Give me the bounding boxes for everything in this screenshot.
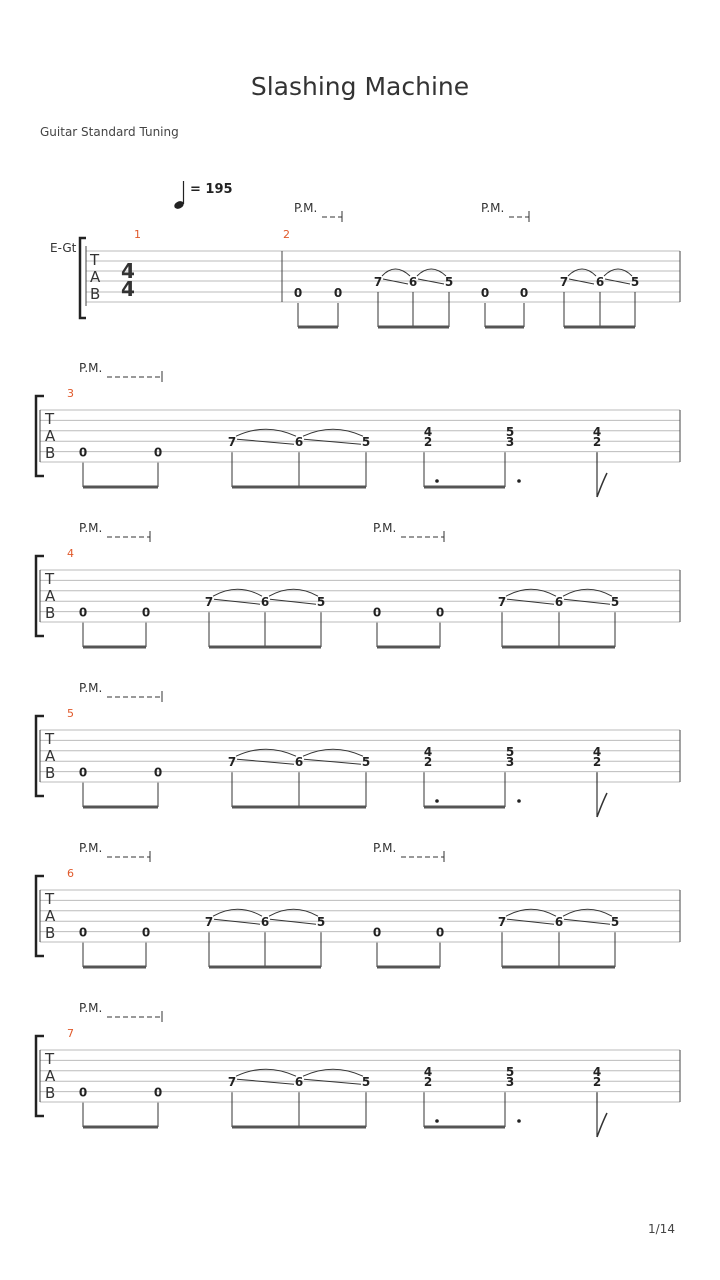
fret-number: 7 xyxy=(204,595,214,610)
slur xyxy=(303,1069,363,1076)
measure-number: 5 xyxy=(67,707,74,720)
measure-number: 3 xyxy=(67,387,74,400)
fret-number: 5 xyxy=(361,1075,371,1090)
fret-number: 5 xyxy=(316,915,326,930)
palm-mute-label: P.M. xyxy=(79,841,103,855)
slur xyxy=(213,909,262,916)
system-5 xyxy=(36,841,680,967)
tab-letter-b: B xyxy=(45,604,56,622)
palm-mute-label: P.M. xyxy=(481,201,505,215)
fret-number: 5 xyxy=(630,275,640,289)
fret-number: 0 xyxy=(78,445,88,460)
fret-number: 3 xyxy=(505,1075,515,1090)
tab-letter-a: A xyxy=(45,427,56,445)
fret-number: 0 xyxy=(333,286,343,300)
measure-number: 4 xyxy=(67,547,74,560)
fret-number: 5 xyxy=(610,595,620,610)
fret-number: 0 xyxy=(78,765,88,780)
tempo-text: = 195 xyxy=(190,182,233,197)
measure-number: 2 xyxy=(283,228,290,241)
fret-number: 5 xyxy=(444,275,454,289)
page-number: 1/14 xyxy=(648,1222,675,1236)
measure-number: 1 xyxy=(134,228,141,241)
palm-mute-label: P.M. xyxy=(79,521,103,535)
tab-letter-t: T xyxy=(45,890,55,908)
fret-number: 6 xyxy=(408,275,418,289)
slur xyxy=(506,909,556,916)
fret-number: 0 xyxy=(153,1085,163,1100)
fret-number: 4 xyxy=(423,1064,433,1079)
fret-number: 4 xyxy=(592,744,602,759)
measure-number: 7 xyxy=(67,1027,74,1040)
fret-number: 0 xyxy=(78,925,88,940)
fret-number: 3 xyxy=(505,755,515,770)
tab-letter-t: T xyxy=(45,410,55,428)
fret-number: 7 xyxy=(497,595,507,610)
fret-number: 2 xyxy=(423,755,433,770)
fret-number: 0 xyxy=(141,925,151,940)
time-signature-bottom: 4 xyxy=(121,277,135,301)
fret-number: 5 xyxy=(505,744,515,759)
fret-number: 7 xyxy=(204,915,214,930)
slur xyxy=(236,749,296,756)
fret-number: 0 xyxy=(435,605,445,620)
fret-number: 6 xyxy=(294,1075,304,1090)
fret-number: 7 xyxy=(227,435,237,450)
system-4 xyxy=(36,681,680,817)
fret-number: 5 xyxy=(610,915,620,930)
fret-number: 5 xyxy=(505,424,515,439)
fret-number: 0 xyxy=(153,445,163,460)
fret-number: 6 xyxy=(595,275,605,289)
fret-number: 0 xyxy=(153,765,163,780)
slur xyxy=(213,589,262,596)
slur xyxy=(563,589,612,596)
fret-number: 2 xyxy=(592,1075,602,1090)
system-6 xyxy=(36,1001,680,1137)
note-flag xyxy=(597,793,607,817)
fret-number: 6 xyxy=(294,435,304,450)
slur xyxy=(506,589,556,596)
tab-letter-a: A xyxy=(45,587,56,605)
tab-letter-b: B xyxy=(45,444,56,462)
fret-number: 0 xyxy=(480,286,490,300)
fret-number: 0 xyxy=(141,605,151,620)
fret-number: 4 xyxy=(423,424,433,439)
fret-number: 0 xyxy=(372,605,382,620)
measure-number: 6 xyxy=(67,867,74,880)
palm-mute-label: P.M. xyxy=(373,521,397,535)
time-signature-top: 4 xyxy=(121,259,135,283)
tab-letter-a: A xyxy=(45,1067,56,1085)
fret-number: 5 xyxy=(316,595,326,610)
palm-mute-label: P.M. xyxy=(373,841,397,855)
fret-number: 7 xyxy=(559,275,569,289)
tab-letter-b: B xyxy=(90,285,101,303)
tab-letter-t: T xyxy=(45,570,55,588)
instrument-label: E-Gt xyxy=(50,241,77,255)
staff-lines xyxy=(86,251,680,302)
fret-number: 5 xyxy=(361,435,371,450)
fret-number: 2 xyxy=(592,435,602,450)
palm-mute-label: P.M. xyxy=(79,361,103,375)
fret-number: 3 xyxy=(505,435,515,450)
palm-mute-label: P.M. xyxy=(294,201,318,215)
fret-number: 4 xyxy=(423,744,433,759)
fret-number: 0 xyxy=(519,286,529,300)
fret-number: 6 xyxy=(554,915,564,930)
note-flag xyxy=(597,1113,607,1137)
tab-letter-b: B xyxy=(45,764,56,782)
palm-mute-label: P.M. xyxy=(79,1001,103,1015)
slur xyxy=(236,429,296,436)
fret-number: 7 xyxy=(227,1075,237,1090)
fret-number: 4 xyxy=(592,424,602,439)
fret-number: 6 xyxy=(260,915,270,930)
tab-letter-t: T xyxy=(90,251,100,269)
slur xyxy=(303,429,363,436)
system-3 xyxy=(36,521,680,647)
system-2 xyxy=(36,361,680,497)
tab-letter-b: B xyxy=(45,924,56,942)
fret-number: 2 xyxy=(423,1075,433,1090)
tab-letter-b: B xyxy=(45,1084,56,1102)
fret-number: 4 xyxy=(592,1064,602,1079)
fret-number: 7 xyxy=(373,275,383,289)
palm-mute-label: P.M. xyxy=(79,681,103,695)
slur xyxy=(303,749,363,756)
tab-letter-t: T xyxy=(45,730,55,748)
fret-number: 5 xyxy=(505,1064,515,1079)
fret-number: 0 xyxy=(78,605,88,620)
system-1 xyxy=(50,201,680,327)
fret-number: 0 xyxy=(293,286,303,300)
slur xyxy=(236,1069,296,1076)
song-title: Slashing Machine xyxy=(250,72,470,101)
fret-number: 5 xyxy=(361,755,371,770)
slur xyxy=(269,589,318,596)
slur xyxy=(269,909,318,916)
tab-letter-a: A xyxy=(90,268,101,286)
fret-number: 0 xyxy=(372,925,382,940)
quarter-note-icon xyxy=(173,181,185,210)
fret-number: 7 xyxy=(497,915,507,930)
fret-number: 6 xyxy=(554,595,564,610)
tab-letter-t: T xyxy=(45,1050,55,1068)
fret-number: 6 xyxy=(260,595,270,610)
fret-number: 6 xyxy=(294,755,304,770)
fret-number: 0 xyxy=(435,925,445,940)
tab-letter-a: A xyxy=(45,747,56,765)
note-flag xyxy=(597,473,607,497)
slur xyxy=(382,269,632,276)
tab-letter-a: A xyxy=(45,907,56,925)
slur xyxy=(563,909,612,916)
fret-number: 7 xyxy=(227,755,237,770)
tuning-label: Guitar Standard Tuning xyxy=(40,125,179,139)
system-bracket xyxy=(80,238,86,318)
fret-number: 2 xyxy=(423,435,433,450)
fret-number: 0 xyxy=(78,1085,88,1100)
fret-number: 2 xyxy=(592,755,602,770)
